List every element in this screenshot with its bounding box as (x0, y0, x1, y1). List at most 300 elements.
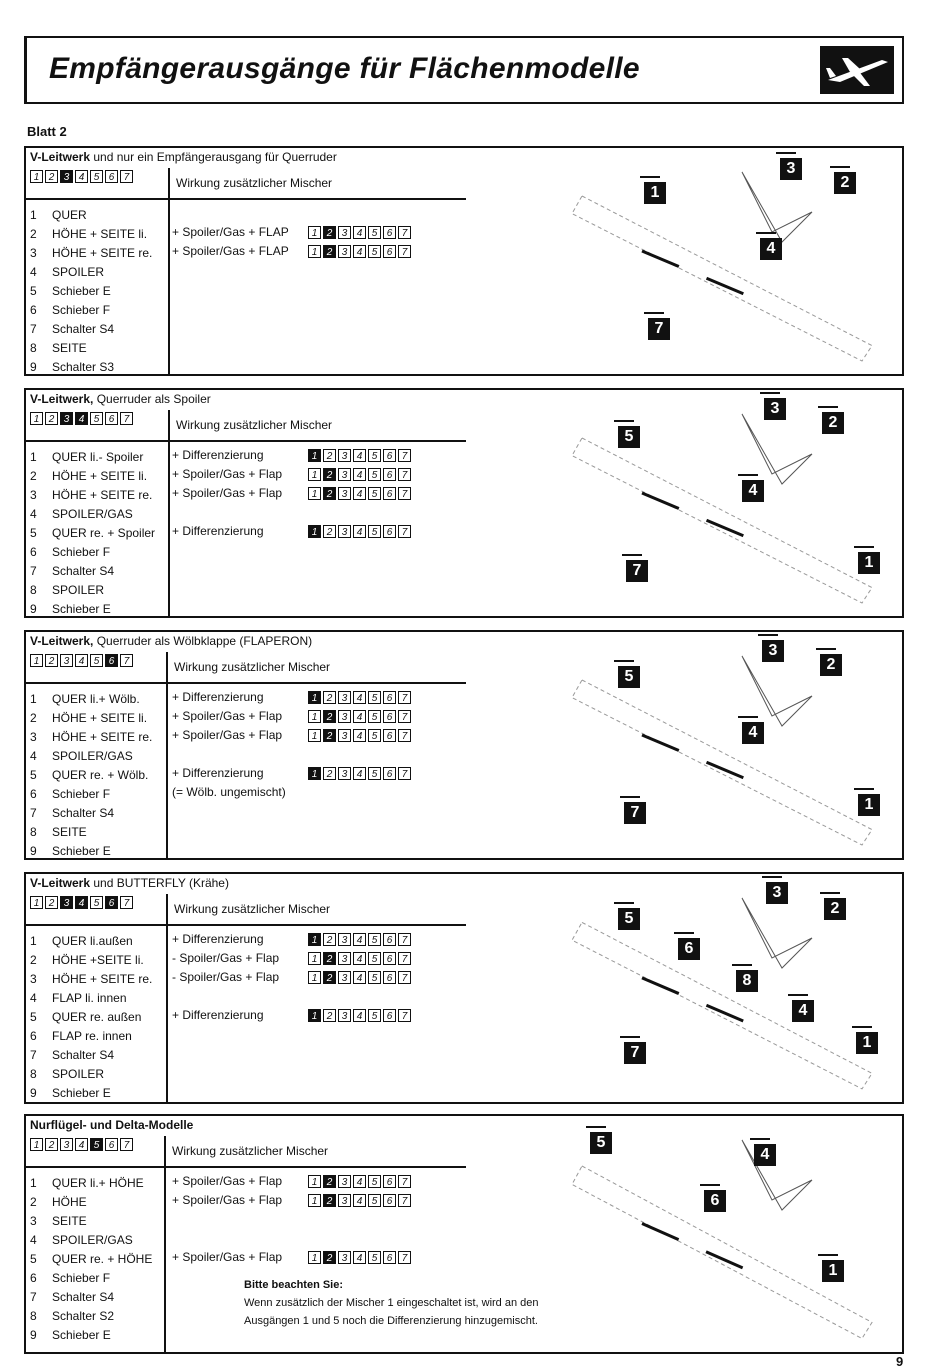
mixer-box: 4 (353, 1251, 366, 1264)
mixer-box: 7 (398, 449, 411, 462)
channel-box: 6 (105, 170, 118, 183)
channel-box: 3 (60, 654, 73, 667)
mixer-box: 6 (383, 525, 396, 538)
mixer-box: 6 (383, 952, 396, 965)
mixer-label: - Spoiler/Gas + Flap (172, 970, 280, 984)
output-number: 7 (30, 1290, 37, 1304)
output-label: QUER li.+ Wölb. (52, 692, 140, 706)
output-label: QUER re. + Spoiler (52, 526, 156, 540)
channel-box: 6 (105, 896, 118, 909)
mixer-box: 1 (308, 245, 321, 258)
output-number: 9 (30, 844, 37, 858)
mixer-effect-label: Wirkung zusätzlicher Mischer (176, 176, 333, 190)
mixer-box: 5 (368, 933, 381, 946)
output-number: 8 (30, 341, 37, 355)
mixer-box: 7 (398, 1175, 411, 1188)
mixer-box: 7 (398, 487, 411, 500)
mixer-row (172, 467, 413, 481)
channel-box: 5 (90, 1138, 103, 1151)
mixer-effect-label: Wirkung zusätzlicher Mischer (172, 1144, 329, 1158)
output-label: Schalter S4 (52, 1048, 115, 1062)
servo-tag: 1 (822, 1260, 844, 1282)
output-row (30, 1326, 152, 1345)
mixer-box: 2 (323, 1009, 336, 1022)
output-label: QUER li.- Spoiler (52, 450, 144, 464)
airplane-icon (820, 46, 894, 94)
wing-outline (572, 196, 872, 361)
mixer-label: + Spoiler/Gas + Flap (172, 486, 283, 500)
mixer-box: 2 (323, 1251, 336, 1264)
mixer-box: 3 (338, 487, 351, 500)
output-list (30, 206, 152, 377)
mixer-box: 5 (368, 1009, 381, 1022)
notice-heading: Bitte beachten Sie: (244, 1279, 344, 1291)
mixer-box: 3 (338, 1194, 351, 1207)
mixer-box: 4 (353, 468, 366, 481)
output-label: SEITE (52, 1214, 87, 1228)
section-title-rest: und BUTTERFLY (Krähe) (90, 876, 229, 890)
mixer-box: 6 (383, 1175, 396, 1188)
channel-box: 4 (75, 1138, 88, 1151)
mixer-row (172, 1174, 413, 1188)
notice-text: Ausgängen 1 und 5 noch die Differenzierung hinzugemischt. (244, 1315, 538, 1327)
output-number: 2 (30, 1195, 37, 1209)
header-rule (26, 682, 466, 684)
output-row (30, 1288, 152, 1307)
header-rule (26, 198, 466, 200)
mixer-box: 4 (353, 729, 366, 742)
output-number: 6 (30, 787, 37, 801)
output-row (30, 206, 152, 225)
channel-box: 2 (45, 896, 58, 909)
output-number: 1 (30, 208, 37, 222)
mixer-box: 6 (383, 691, 396, 704)
mixer-label: + Differenzierung (172, 766, 264, 780)
output-number: 6 (30, 1271, 37, 1285)
section-title (30, 634, 312, 648)
output-number: 8 (30, 583, 37, 597)
channel-box: 6 (105, 654, 118, 667)
mixer-box: 5 (368, 971, 381, 984)
mixer-label: + Spoiler/Gas + Flap (172, 709, 283, 723)
mixer-box: 6 (383, 729, 396, 742)
output-number: 9 (30, 602, 37, 616)
mixer-box: 4 (353, 710, 366, 723)
header-box (24, 36, 904, 104)
spoiler-mark (642, 251, 762, 302)
channel-selector (30, 896, 135, 909)
servo-tag: 3 (780, 158, 802, 180)
output-number: 1 (30, 934, 37, 948)
output-number: 6 (30, 545, 37, 559)
section-title (30, 876, 229, 890)
mixer-box: 1 (308, 1194, 321, 1207)
servo-tag: 5 (618, 666, 640, 688)
mixer-box: 7 (398, 767, 411, 780)
output-row (30, 320, 152, 339)
mixer-box: 5 (368, 952, 381, 965)
mixer-box: 7 (398, 933, 411, 946)
mixer-box: 1 (308, 1175, 321, 1188)
mixer-box: 2 (323, 226, 336, 239)
output-row (30, 1269, 152, 1288)
servo-tag: 2 (822, 412, 844, 434)
channel-selector (30, 170, 135, 183)
output-row (30, 467, 155, 486)
output-row (30, 581, 155, 600)
output-number: 2 (30, 227, 37, 241)
output-row (30, 600, 155, 619)
mixer-box: 2 (323, 971, 336, 984)
output-number: 6 (30, 1029, 37, 1043)
mixer-box: 2 (323, 952, 336, 965)
mixer-label: + Differenzierung (172, 932, 264, 946)
output-label: Schieber F (52, 545, 111, 559)
channel-box: 1 (30, 1138, 43, 1151)
output-section (24, 388, 904, 618)
output-row (30, 1193, 152, 1212)
mixer-box: 4 (353, 1175, 366, 1188)
mixer-box: 2 (323, 710, 336, 723)
wing-outline (572, 438, 872, 603)
mixer-row (172, 1193, 413, 1207)
mixer-box: 2 (323, 729, 336, 742)
output-row (30, 505, 155, 524)
output-number: 3 (30, 972, 37, 986)
output-label: QUER li.+ HÖHE (52, 1176, 144, 1190)
mixer-box: 5 (368, 691, 381, 704)
mixer-row (172, 244, 413, 258)
output-row (30, 842, 152, 861)
channel-box: 5 (90, 654, 103, 667)
mixer-box: 3 (338, 952, 351, 965)
output-number: 4 (30, 507, 37, 521)
output-number: 1 (30, 450, 37, 464)
mixer-box: 2 (323, 933, 336, 946)
channel-box: 2 (45, 412, 58, 425)
mixer-box: 2 (323, 449, 336, 462)
output-row (30, 1307, 152, 1326)
output-row (30, 358, 152, 377)
output-number: 5 (30, 526, 37, 540)
mixer-box: 4 (353, 1194, 366, 1207)
channel-box: 2 (45, 1138, 58, 1151)
servo-tag: 7 (624, 1042, 646, 1064)
output-row (30, 1008, 152, 1027)
output-row (30, 282, 152, 301)
mixer-box: 1 (308, 226, 321, 239)
mixer-box: 5 (368, 1175, 381, 1188)
mixer-box: 1 (308, 971, 321, 984)
output-row (30, 989, 152, 1008)
mixer-label: + Differenzierung (172, 690, 264, 704)
output-label: HÖHE + SEITE re. (52, 488, 153, 502)
section-title-rest: und nur ein Empfängerausgang für Querruder (90, 150, 337, 164)
mixer-box: 7 (398, 1194, 411, 1207)
mixer-box: 6 (383, 487, 396, 500)
mixer-box: 7 (398, 245, 411, 258)
wing-diagram (542, 152, 882, 372)
section-title-bold: V-Leitwerk, (30, 392, 94, 406)
mixer-box: 5 (368, 449, 381, 462)
servo-tag: 1 (856, 1032, 878, 1054)
output-row (30, 448, 155, 467)
output-label: SPOILER (52, 583, 105, 597)
mixer-box: 5 (368, 729, 381, 742)
output-label: QUER (52, 208, 87, 222)
wing-outline (572, 680, 872, 845)
mixer-effect-label: Wirkung zusätzlicher Mischer (174, 660, 331, 674)
output-label: FLAP re. innen (52, 1029, 132, 1043)
output-label: Schieber F (52, 787, 111, 801)
mixer-box: 7 (398, 525, 411, 538)
tail-outline (742, 898, 812, 968)
output-label: SPOILER/GAS (52, 749, 133, 763)
wing-diagram (542, 1120, 882, 1350)
output-label: Schalter S4 (52, 806, 115, 820)
servo-tag: 4 (792, 1000, 814, 1022)
mixer-box: 5 (368, 468, 381, 481)
output-label: Schalter S4 (52, 564, 115, 578)
channel-selector (30, 654, 135, 667)
output-label: HÖHE + SEITE li. (52, 711, 148, 725)
mixer-label: + Differenzierung (172, 1008, 264, 1022)
channel-box: 1 (30, 654, 43, 667)
mixer-box: 4 (353, 952, 366, 965)
output-number: 5 (30, 1010, 37, 1024)
output-number: 7 (30, 1048, 37, 1062)
output-label: HÖHE +SEITE li. (52, 953, 144, 967)
section-title (30, 150, 337, 164)
output-number: 9 (30, 1328, 37, 1342)
output-label: Schalter S4 (52, 1290, 115, 1304)
output-list (30, 932, 152, 1103)
output-number: 9 (30, 360, 37, 374)
output-row (30, 766, 152, 785)
output-label: Schieber F (52, 303, 111, 317)
servo-tag: 2 (820, 654, 842, 676)
output-row (30, 1250, 152, 1269)
channel-box: 1 (30, 896, 43, 909)
output-number: 4 (30, 749, 37, 763)
mixer-box: 3 (338, 1175, 351, 1188)
mixer-box: 2 (323, 767, 336, 780)
mixer-row (172, 766, 413, 780)
output-row (30, 785, 152, 804)
mixer-box: 4 (353, 767, 366, 780)
mixer-row (172, 448, 413, 462)
output-row (30, 225, 152, 244)
mixer-box: 7 (398, 729, 411, 742)
mixer-box: 7 (398, 971, 411, 984)
output-list (30, 448, 155, 619)
output-number: 3 (30, 730, 37, 744)
output-row (30, 1231, 152, 1250)
mixer-row (172, 225, 413, 239)
mixer-box: 3 (338, 449, 351, 462)
channel-box: 4 (75, 654, 88, 667)
mixer-box: 1 (308, 710, 321, 723)
page-title: Empfängerausgänge für Flächenmodelle (49, 52, 640, 85)
mixer-row (172, 1250, 413, 1264)
servo-tag: 4 (742, 722, 764, 744)
mixer-box: 6 (383, 933, 396, 946)
output-row (30, 951, 152, 970)
output-number: 7 (30, 806, 37, 820)
output-label: Schalter S3 (52, 360, 115, 374)
channel-box: 6 (105, 412, 118, 425)
output-row (30, 1065, 152, 1084)
header-rule (26, 440, 466, 442)
servo-tag: 2 (824, 898, 846, 920)
mixer-box: 1 (308, 487, 321, 500)
mixer-box: 6 (383, 1009, 396, 1022)
channel-box: 7 (120, 654, 133, 667)
mixer-box: 7 (398, 710, 411, 723)
servo-tag: 6 (704, 1190, 726, 1212)
servo-tag: 4 (742, 480, 764, 502)
section-title-bold: V-Leitwerk (30, 150, 91, 164)
mixer-box: 6 (383, 449, 396, 462)
mixer-box: 2 (323, 691, 336, 704)
servo-tag: 7 (624, 802, 646, 824)
mixer-box: 1 (308, 729, 321, 742)
output-label: QUER li.außen (52, 934, 133, 948)
mixer-box: 5 (368, 767, 381, 780)
mixer-label: + Spoiler/Gas + Flap (172, 1193, 283, 1207)
output-list (30, 1174, 152, 1345)
output-row (30, 747, 152, 766)
section-title (30, 1118, 193, 1132)
section-title-bold: V-Leitwerk, (30, 634, 94, 648)
output-number: 2 (30, 953, 37, 967)
output-number: 7 (30, 564, 37, 578)
output-label: HÖHE + SEITE re. (52, 730, 153, 744)
mixer-box: 2 (323, 1175, 336, 1188)
mixer-box: 6 (383, 226, 396, 239)
mixer-box: 4 (353, 525, 366, 538)
servo-tag: 5 (590, 1132, 612, 1154)
output-label: SPOILER/GAS (52, 507, 133, 521)
output-number: 2 (30, 469, 37, 483)
mixer-row (172, 951, 413, 965)
channel-box: 7 (120, 170, 133, 183)
output-number: 1 (30, 692, 37, 706)
channel-box: 2 (45, 654, 58, 667)
output-section (24, 146, 904, 376)
mixer-box: 3 (338, 525, 351, 538)
channel-box: 4 (75, 896, 88, 909)
servo-tag: 1 (644, 182, 666, 204)
channel-box: 4 (75, 170, 88, 183)
channel-box: 5 (90, 170, 103, 183)
output-row (30, 339, 152, 358)
channel-box: 2 (45, 170, 58, 183)
page-number: 9 (896, 1354, 904, 1369)
notice-block (244, 1276, 539, 1330)
mixer-box: 3 (338, 710, 351, 723)
mixer-box: 1 (308, 449, 321, 462)
output-number: 4 (30, 1233, 37, 1247)
mixer-box: 3 (338, 1251, 351, 1264)
mixer-row (172, 728, 413, 742)
mixer-box: 4 (353, 245, 366, 258)
mixer-box: 6 (383, 1251, 396, 1264)
mixer-box: 4 (353, 1009, 366, 1022)
output-number: 3 (30, 1214, 37, 1228)
output-number: 5 (30, 1252, 37, 1266)
output-row (30, 804, 152, 823)
output-row (30, 823, 152, 842)
output-number: 5 (30, 284, 37, 298)
mixer-box: 3 (338, 226, 351, 239)
output-number: 8 (30, 1067, 37, 1081)
output-row (30, 690, 152, 709)
mixer-box: 1 (308, 468, 321, 481)
output-number: 6 (30, 303, 37, 317)
mixer-row (172, 709, 413, 723)
output-number: 7 (30, 322, 37, 336)
mixer-box: 7 (398, 226, 411, 239)
output-label: SPOILER (52, 1067, 105, 1081)
channel-selector (30, 412, 135, 425)
mixer-box: 5 (368, 710, 381, 723)
output-label: QUER re. + HÖHE (52, 1252, 153, 1266)
mixer-box: 5 (368, 1194, 381, 1207)
mixer-box: 4 (353, 449, 366, 462)
channel-box: 1 (30, 412, 43, 425)
output-label: HÖHE + SEITE li. (52, 227, 148, 241)
mixer-box: 4 (353, 226, 366, 239)
mixer-label: + Spoiler/Gas + Flap (172, 1174, 283, 1188)
servo-tag: 7 (648, 318, 670, 340)
mixer-box: 7 (398, 1009, 411, 1022)
mixer-box: 7 (398, 691, 411, 704)
mixer-label: + Spoiler/Gas + FLAP (172, 225, 289, 239)
output-label: Schalter S4 (52, 322, 115, 336)
output-label: HÖHE + SEITE re. (52, 246, 153, 260)
channel-box: 6 (105, 1138, 118, 1151)
output-section (24, 630, 904, 860)
mixer-row (172, 1008, 413, 1022)
mixer-effect-label: Wirkung zusätzlicher Mischer (174, 902, 331, 916)
mixer-box: 2 (323, 487, 336, 500)
column-divider (164, 1136, 166, 1352)
output-row (30, 728, 152, 747)
channel-box: 3 (60, 170, 73, 183)
mixer-row (172, 524, 413, 538)
output-label: Schieber F (52, 1271, 111, 1285)
output-number: 4 (30, 991, 37, 1005)
output-label: SEITE (52, 825, 87, 839)
channel-box: 7 (120, 1138, 133, 1151)
mixer-label: + Spoiler/Gas + Flap (172, 728, 283, 742)
mixer-box: 1 (308, 952, 321, 965)
mixer-box: 2 (323, 245, 336, 258)
mixer-box: 6 (383, 710, 396, 723)
servo-tag: 1 (858, 794, 880, 816)
mixer-box: 5 (368, 487, 381, 500)
header-rule (26, 1166, 466, 1168)
mixer-label: + Differenzierung (172, 524, 264, 538)
output-row (30, 970, 152, 989)
output-row (30, 244, 152, 263)
output-label: HÖHE (52, 1195, 87, 1209)
output-label: QUER re. + Wölb. (52, 768, 149, 782)
output-row (30, 263, 152, 282)
output-row (30, 1084, 152, 1103)
section-title-bold: V-Leitwerk (30, 876, 91, 890)
